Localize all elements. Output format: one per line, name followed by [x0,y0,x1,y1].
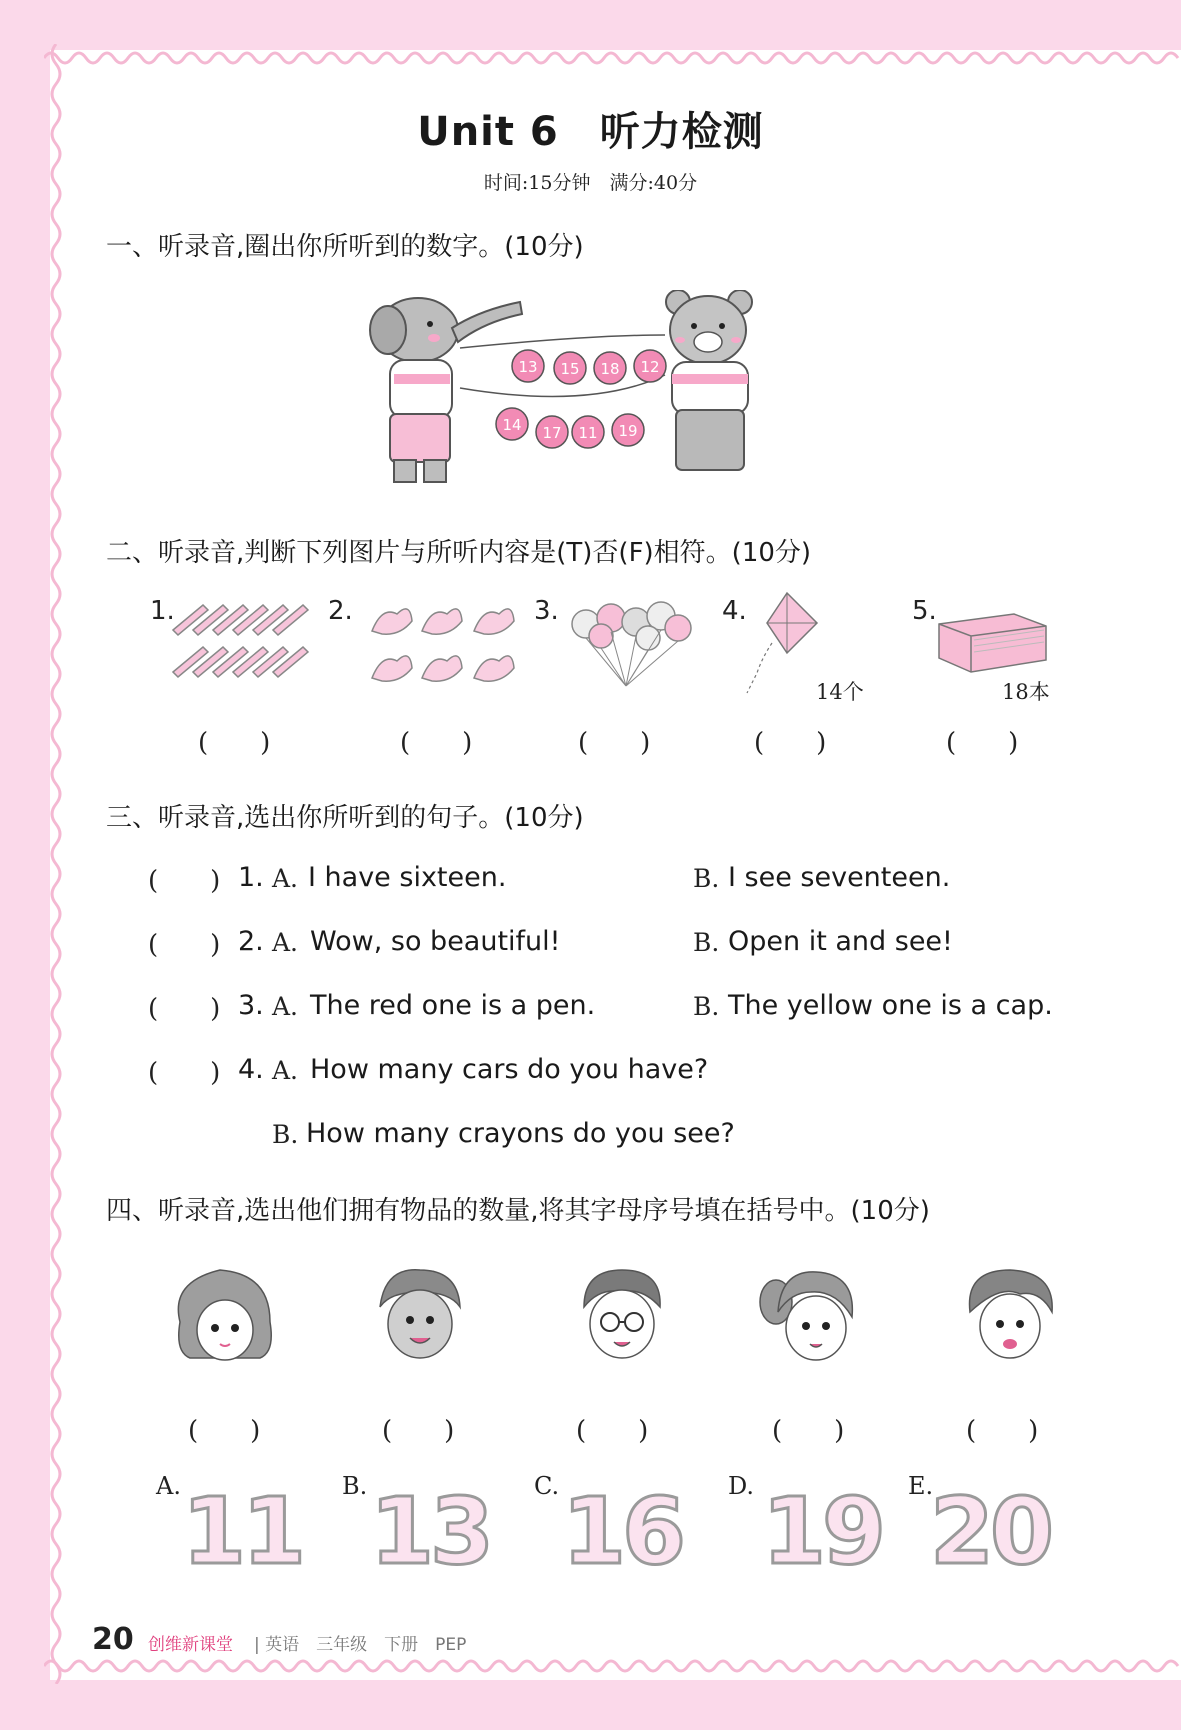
answer-blank[interactable]: ( ) [188,1416,261,1446]
book-caption: 18本 [1002,680,1050,704]
option-label: A. [272,928,299,957]
option-letter: C. [534,1472,560,1500]
kite-icon [742,588,822,698]
option-b-text: How many crayons do you see? [306,1118,735,1149]
option-number: 11 [182,1478,303,1585]
boy-face-icon [960,1262,1060,1374]
lantern-number: 12 [640,358,660,376]
girl-curly-face-icon [170,1262,280,1374]
answer-blank[interactable]: ( ) [148,930,221,960]
lantern-number: 14 [502,416,522,434]
answer-blank[interactable]: ( ) [382,1416,455,1446]
girl-ponytail-face-icon [756,1262,866,1374]
answer-blank[interactable]: ( ) [576,1416,649,1446]
option-label: B. [272,1120,299,1149]
answer-blank[interactable]: ( ) [966,1416,1039,1446]
option-a-text: The red one is a pen. [310,990,596,1021]
item-number: 5. [912,596,937,626]
option-number: 19 [762,1478,883,1585]
lantern-number: 13 [518,358,538,376]
lantern-number: 18 [600,360,620,378]
option-a-text: How many cars do you have? [310,1054,709,1085]
elephant-bear-lanterns-illustration [360,290,830,490]
answer-blank[interactable]: ( ) [578,728,651,758]
question-number: 4. [238,1054,264,1085]
boy-curly-face-icon [370,1262,470,1374]
answer-blank[interactable]: ( ) [754,728,827,758]
pencils-icon [168,600,313,680]
wavy-border-left [44,44,68,1684]
wavy-border-top [44,44,1181,68]
item-number: 3. [534,596,559,626]
option-b-text: I see seventeen. [728,862,951,893]
option-letter: D. [728,1472,755,1500]
section3-heading: 三、听录音,选出你所听到的句子。(10分) [106,803,584,833]
option-number: 16 [562,1478,683,1585]
option-label: A. [272,864,299,893]
balloons-icon [566,596,696,691]
item-number: 2. [328,596,353,626]
question-number: 1. [238,862,264,893]
book-icon [934,612,1049,674]
answer-blank[interactable]: ( ) [148,866,221,896]
lantern-number: 17 [542,424,562,442]
lantern-number: 11 [578,424,598,442]
lanterns-bottom [496,408,644,448]
option-a-text: Wow, so beautiful! [310,926,561,957]
answer-blank[interactable]: ( ) [400,728,473,758]
question-number: 3. [238,990,264,1021]
question-number: 2. [238,926,264,957]
section1-heading: 一、听录音,圈出你所听到的数字。(10分) [106,232,584,262]
boy-glasses-face-icon [572,1262,672,1374]
lanterns-top [512,350,666,384]
answer-blank[interactable]: ( ) [772,1416,845,1446]
option-a-text: I have sixteen. [308,862,507,893]
page-number: 20 [92,1622,134,1657]
option-label: B. [693,992,720,1021]
section4-heading: 四、听录音,选出他们拥有物品的数量,将其字母序号填在括号中。(10分) [106,1196,930,1226]
answer-blank[interactable]: ( ) [148,994,221,1024]
option-label: B. [693,928,720,957]
page-title: Unit 6 听力检测 [417,109,764,155]
option-label: A. [272,1056,299,1085]
birds-icon [362,596,527,688]
kite-caption: 14个 [816,680,864,704]
option-letter: B. [342,1472,368,1500]
option-label: A. [272,992,299,1021]
lantern-number: 15 [560,360,580,378]
section2-heading: 二、听录音,判断下列图片与所听内容是(T)否(F)相符。(10分) [106,538,812,568]
bear-icon [666,290,752,470]
option-letter: A. [156,1472,181,1500]
option-number: 13 [370,1478,491,1585]
item-number: 4. [722,596,747,626]
lantern-number: 19 [618,422,638,440]
option-b-text: The yellow one is a cap. [728,990,1053,1021]
elephant-icon [370,298,522,482]
wavy-border-bottom [44,1656,1181,1680]
answer-blank[interactable]: ( ) [946,728,1019,758]
answer-blank[interactable]: ( ) [198,728,271,758]
footer-brand: 创维新课堂 [148,1635,233,1655]
answer-blank[interactable]: ( ) [148,1058,221,1088]
footer-info: | 英语 三年级 下册 PEP [254,1635,467,1655]
option-b-text: Open it and see! [728,926,953,957]
option-label: B. [693,864,720,893]
option-number: 20 [930,1478,1051,1585]
option-letter: E. [908,1472,934,1500]
page-subtitle: 时间:15分钟 满分:40分 [483,172,698,194]
item-number: 1. [150,596,175,626]
